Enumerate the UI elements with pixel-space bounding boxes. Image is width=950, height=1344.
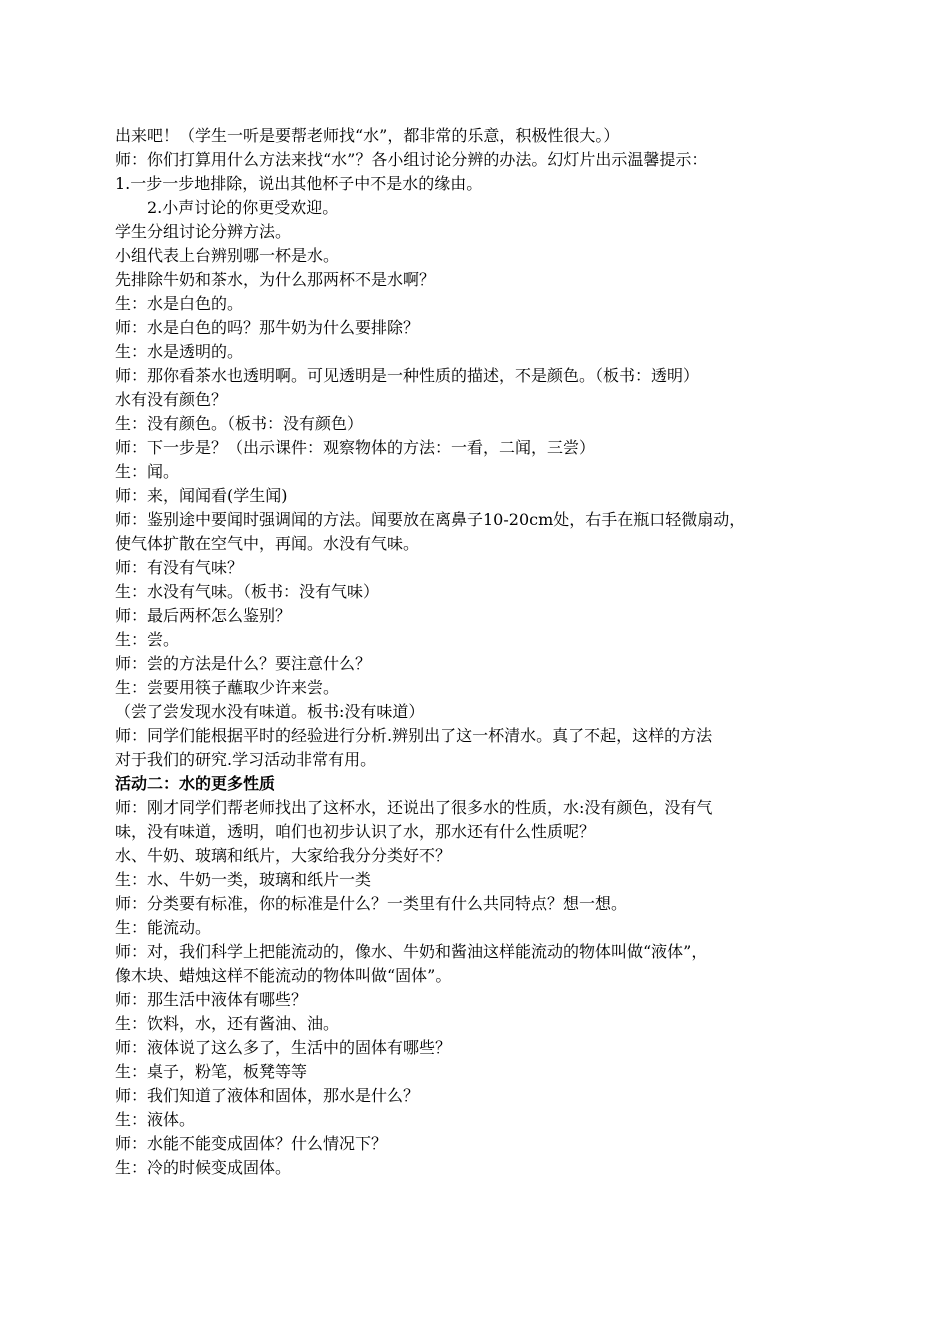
text-line: 师：下一步是？（出示课件：观察物体的方法：一看，二闻，三尝） [115, 438, 596, 457]
text-line: 味，没有味道，透明，咱们也初步认识了水，那水还有什么性质呢？ [115, 822, 596, 841]
text-line: 像木块、蜡烛这样不能流动的物体叫做“固体”。 [115, 966, 452, 985]
text-line: 师：水是白色的吗？那牛奶为什么要排除？ [115, 318, 420, 337]
text-line: 水有没有颜色？ [115, 390, 228, 409]
text-line: 生：水、牛奶一类，玻璃和纸片一类 [115, 870, 372, 889]
text-line: 学生分组讨论分辨方法。 [115, 222, 292, 241]
text-line: 生：没有颜色。（板书：没有颜色） [115, 414, 364, 433]
text-line: 生：桌子，粉笔，板凳等等 [115, 1062, 308, 1081]
text-line: 1.一步一步地排除，说出其他杯子中不是水的缘由。 [115, 174, 483, 193]
section-heading: 活动二：水的更多性质 [115, 774, 276, 793]
text-line: 师：分类要有标准，你的标准是什么？一类里有什么共同特点？想一想。 [115, 894, 628, 913]
text-line: 师：刚才同学们帮老师找出了这杯水，还说出了很多水的性质，水:没有颜色，没有气 [115, 798, 713, 817]
document-body [115, 124, 855, 1180]
text-line: 2.小声讨论的你更受欢迎。 [147, 198, 339, 217]
text-line: 生：闻。 [115, 462, 180, 481]
text-line: 师：尝的方法是什么？要注意什么？ [115, 654, 372, 673]
text-line: 师：液体说了这么多了，生活中的固体有哪些？ [115, 1038, 452, 1057]
text-line: 对于我们的研究.学习活动非常有用。 [115, 750, 377, 769]
text-line: 生：水没有气味。（板书：没有气味） [115, 582, 380, 601]
text-line: 生：能流动。 [115, 918, 212, 937]
text-line: 师：最后两杯怎么鉴别？ [115, 606, 292, 625]
text-line: 师：同学们能根据平时的经验进行分析.辨别出了这一杯清水。真了不起，这样的方法 [115, 726, 713, 745]
text-line: 生：冷的时候变成固体。 [115, 1158, 292, 1177]
text-line: 先排除牛奶和茶水，为什么那两杯不是水啊？ [115, 270, 436, 289]
text-line: 师：来，闻闻看(学生闻) [115, 486, 288, 505]
text-line: 小组代表上台辨别哪一杯是水。 [115, 246, 340, 265]
text-line: 师：有没有气味？ [115, 558, 244, 577]
text-line: 师：水能不能变成固体？什么情况下？ [115, 1134, 388, 1153]
text-line: 生：水是白色的。 [115, 294, 244, 313]
text-line: 生：液体。 [115, 1110, 196, 1129]
text-line: 师：你们打算用什么方法来找“水”？各小组讨论分辨的办法。幻灯片出示温馨提示： [115, 150, 708, 169]
text-line: 师：那你看茶水也透明啊。可见透明是一种性质的描述，不是颜色。（板书：透明） [115, 366, 700, 385]
text-line: 师：我们知道了液体和固体，那水是什么？ [115, 1086, 420, 1105]
text-line: 生：水是透明的。 [115, 342, 244, 361]
text-line: 生：尝。 [115, 630, 180, 649]
text-line: 师：对，我们科学上把能流动的，像水、牛奶和酱油这样能流动的物体叫做“液体”， [115, 942, 708, 961]
text-line: 师：那生活中液体有哪些？ [115, 990, 308, 1009]
text-line: 出来吧！（学生一听是要帮老师找“水”，都非常的乐意，积极性很大。） [115, 126, 620, 145]
text-line: 生：尝要用筷子蘸取少许来尝。 [115, 678, 340, 697]
text-line: 水、牛奶、玻璃和纸片，大家给我分分类好不？ [115, 846, 452, 865]
text-line: （尝了尝发现水没有味道。板书:没有味道） [115, 702, 425, 721]
text-line: 生：饮料，水，还有酱油、油。 [115, 1014, 340, 1033]
text-line: 师：鉴别途中要闻时强调闻的方法。闻要放在离鼻子10-20cm处，右手在瓶口轻微扇动， [115, 510, 746, 529]
text-line: 使气体扩散在空气中，再闻。水没有气味。 [115, 534, 420, 553]
